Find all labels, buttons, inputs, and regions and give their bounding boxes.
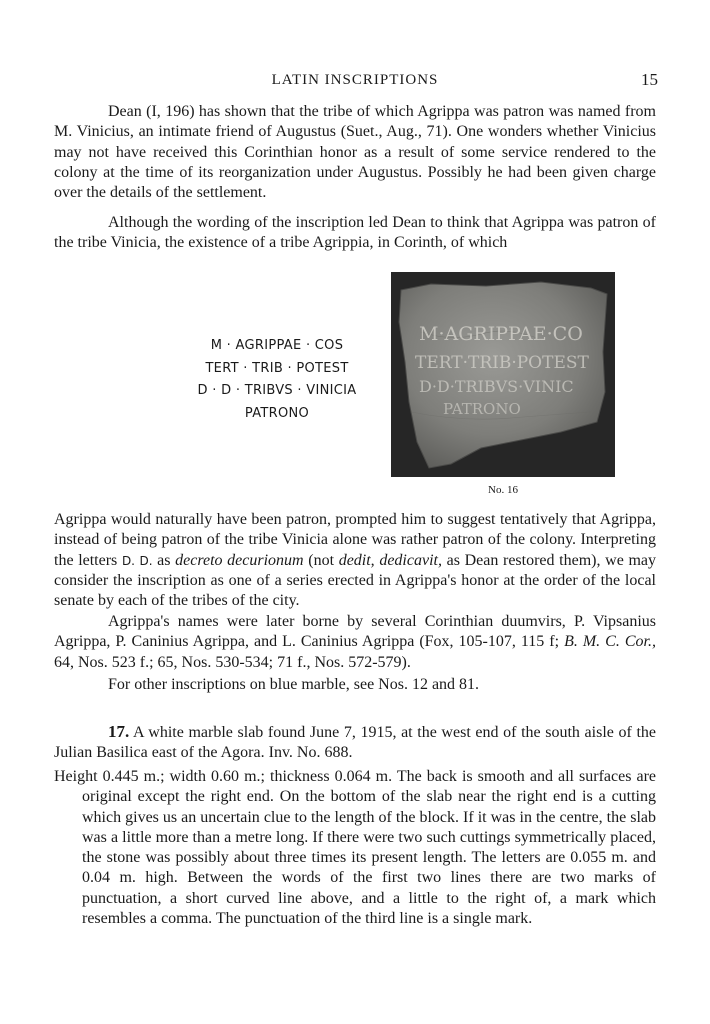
stone-slab-image bbox=[391, 272, 615, 477]
dedit-dedicavit: dedit, dedicavit, bbox=[338, 551, 442, 569]
bmc-reference: B. M. C. Cor., bbox=[564, 633, 656, 651]
paragraph-blue-marble: For other inscriptions on blue marble, see Nos. 12 and 81. bbox=[108, 676, 480, 693]
entry-17-intro bbox=[54, 722, 656, 764]
para3-text-1: Agrippa would naturally have been patron, prompted him to suggest tentatively that Agrippa, instead of being patron of the tribe Vinicia alone was rather patron of the colony. Interpreting the letters bbox=[54, 511, 656, 569]
stone-text-line-3: D·D·TRIBVS·VINIC bbox=[419, 377, 574, 396]
figure-caption: No. 16 bbox=[488, 484, 518, 496]
para3-text-3: (not bbox=[303, 551, 339, 569]
paragraph-duumvirs bbox=[54, 612, 656, 673]
para4-text-2: 64, Nos. 523 f.; 65, Nos. 530-534; 71 f., Nos. 572-579). bbox=[54, 653, 411, 671]
inscription-line-3: D · D · TRIBVS · VINICIA bbox=[197, 383, 357, 399]
decreto-decurionum: decreto decurionum bbox=[175, 551, 304, 569]
inscription-transcription bbox=[188, 335, 366, 426]
stone-text-line-2: TERT·TRIB·POTEST bbox=[415, 353, 589, 373]
paragraph-dean-vinicius: Dean (I, 196) has shown that the tribe of which Agrippa was patron was named from M. Vinicius, an intimate friend of Augustus (Suet., Aug., 71). One wonders whether Vinicius may not have received this Corinthian honor as a result of some service rendered to the colony at the time of its reorganization under Augustus. Possibly he had been given charge over the details of the settlement. bbox=[54, 103, 656, 202]
paragraph-agrippa-tribe: Although the wording of the inscription led Dean to think that Agrippa was patron of the tribe Vinicia, the existence of a tribe Agrippia, in Corinth, of which bbox=[54, 214, 656, 252]
entry-17-description: Height 0.445 m.; width 0.60 m.; thickness 0.064 m. The back is smooth and all surfaces are original except the right end. On the bottom of the slab near the right end is a cutting which gives us an uncertain clue to the length of the block. If it was in the centre, the slab was a little more than a metre long. If there were two such cuttings symmetrically placed, the stone was possibly about three times its present length. The letters are 0.055 m. and 0.04 m. high. Between the words of the first two lines there are two marks of punctuation, a short curved line above, and a little to the right of, a mark which resembles a comma. The punctuation of the third line is a single mark. bbox=[54, 768, 656, 928]
inscription-line-2: TERT · TRIB · POTEST bbox=[205, 360, 349, 376]
para3-text-4: as Dean restored them), we may consider the inscription as one of a series erected in Agrippa's honor at the order of the local senate by each of the tribes of the city. bbox=[54, 551, 656, 610]
dd-abbreviation: D. D. bbox=[121, 553, 153, 568]
entry-17-intro-text: A white marble slab found June 7, 1915, at the west end of the south aisle of the Julian Basilica east of the Agora. Inv. No. 688. bbox=[54, 724, 656, 762]
inscription-line-4: PATRONO bbox=[244, 406, 310, 422]
para4-text-1: Agrippa's names were later borne by several Corinthian duumvirs, P. Vipsanius Agrippa, P. Caninius Agrippa, and L. Caninius Agrippa (Fox, 105-107, 115 f; bbox=[54, 613, 656, 651]
page-number: 15 bbox=[641, 70, 658, 89]
inscription-photograph bbox=[391, 272, 615, 477]
stone-text-line-4: PATRONO bbox=[443, 400, 521, 418]
entry-number: 17. bbox=[108, 722, 130, 741]
para3-text-2: as bbox=[152, 551, 176, 569]
paragraph-interpretation bbox=[54, 510, 656, 611]
stone-text-line-1: M·AGRIPPAE·CO bbox=[419, 323, 583, 345]
inscription-line-1: M · AGRIPPAE · COS bbox=[210, 338, 344, 353]
running-head: LATIN INSCRIPTIONS bbox=[271, 72, 439, 88]
